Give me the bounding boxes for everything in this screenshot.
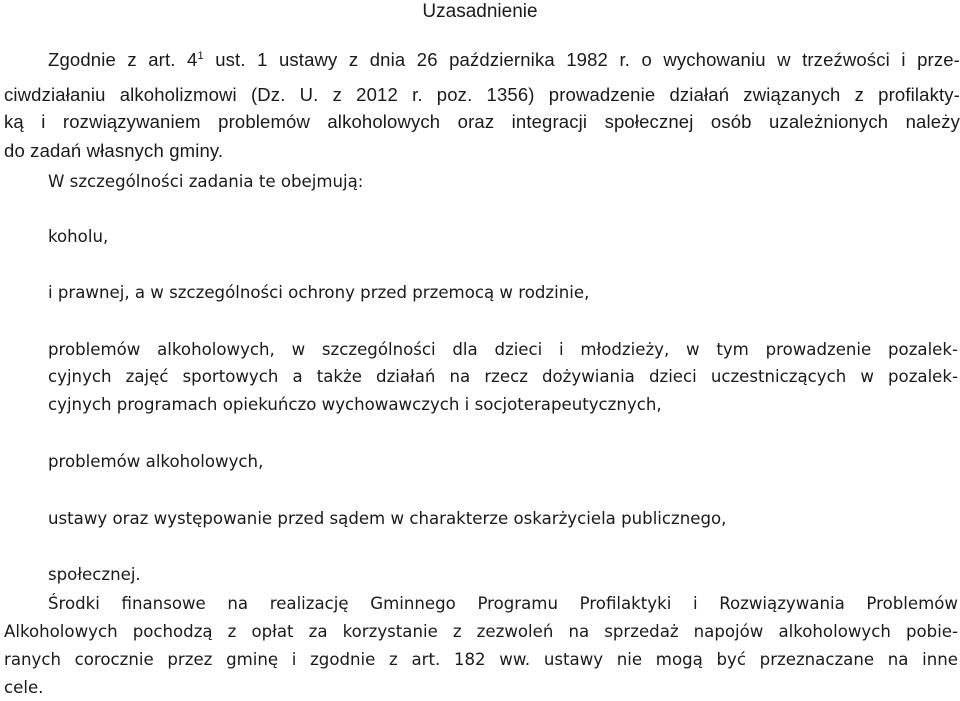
closing-line-3: ranych corocznie przez gminę i zgodnie z art. 182 ww. ustawy nie mogą być przeznaczane na inne bbox=[4, 650, 958, 669]
item-text-line: problemów alkoholowych, bbox=[48, 452, 264, 471]
intro-line-1a: Zgodnie z art. 4 bbox=[48, 49, 198, 70]
closing-line-4: cele. bbox=[4, 678, 44, 697]
intro-line-3: ką i rozwiązywaniem problemów alkoholowych oraz integracji społecznej osób uzależnionych należy bbox=[4, 111, 960, 132]
closing-line-1: Środki finansowe na realizację Gminnego Programu Profilaktyki i Rozwiązywania Problemów bbox=[48, 594, 958, 613]
intro-line-4: do zadań własnych gminy. bbox=[4, 140, 224, 161]
item-text-line: problemów alkoholowych, w szczególności dla dzieci i młodzieży, w tym prowadzenie pozalek- bbox=[48, 340, 958, 359]
item-text-line: cyjnych programach opiekuńczo wychowawczych i socjoterapeutycznych, bbox=[48, 395, 662, 414]
item-text-line: i prawnej, a w szczególności ochrony przed przemocą w rodzinie, bbox=[48, 283, 590, 302]
article-superscript: 1 bbox=[197, 50, 204, 62]
intro-line-1b: ust. 1 ustawy z dnia 26 października 1982 r. o wychowaniu w trzeźwości i prze- bbox=[203, 49, 960, 70]
document-title: Uzasadnienie bbox=[422, 1, 538, 22]
item-text-line: ustawy oraz występowanie przed sądem w charakterze oskarżyciela publicznego, bbox=[48, 509, 727, 528]
tasks-intro: W szczególności zadania te obejmują: bbox=[48, 172, 364, 191]
item-text-line: cyjnych zajęć sportowych a także działań na rzecz dożywiania dzieci uczestniczących w pozalek- bbox=[48, 367, 958, 386]
intro-line-2: ciwdziałaniu alkoholizmowi (Dz. U. z 2012 r. poz. 1356) prowadzenie działań związanych z profilakty- bbox=[4, 84, 960, 105]
intro-line-1 bbox=[48, 47, 960, 73]
item-text-line: społecznej. bbox=[48, 565, 141, 584]
closing-line-2: Alkoholowych pochodzą z opłat za korzystanie z zezwoleń na sprzedaż napojów alkoholowych pobie- bbox=[4, 622, 958, 641]
item-text-line: koholu, bbox=[48, 227, 109, 246]
